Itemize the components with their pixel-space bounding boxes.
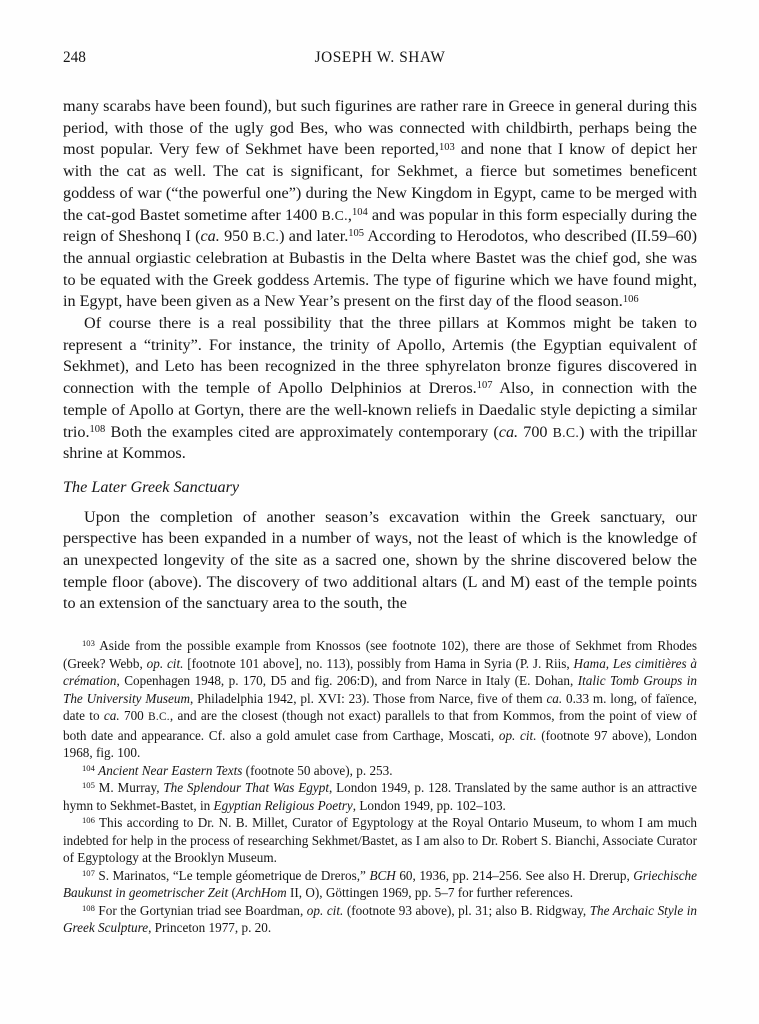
text-run: Both the examples cited are approximately contemporary (: [105, 422, 499, 441]
text-run: B.C.: [552, 424, 580, 440]
footnote-107: [63, 867, 697, 902]
footnote-marker: 106: [622, 293, 639, 305]
text-run: This according to Dr. N. B. Millet, Curator of Egyptology at the Royal Ontario Museum, to whom I am much indebted for help in the process of researching Sekhmet/Bastet, as I am also to Dr. Robert S. Bianchi, Associate Curator of Egyptology at the Brooklyn Museum.: [63, 815, 697, 866]
text-run: 0.33 m. long, of faïence, date to: [63, 690, 697, 724]
footnote-marker: 107: [82, 867, 95, 878]
footnotes-section: [63, 637, 697, 937]
page-header: [63, 48, 697, 68]
text-run: , Princeton 1977, p. 20.: [148, 920, 272, 936]
text-run: op. cit.: [306, 902, 344, 918]
text-run: B.C.: [148, 711, 170, 724]
text-run: (footnote 93 above), pl. 31; also B. Ridgway,: [343, 902, 590, 918]
footnote-marker: 108: [89, 423, 106, 435]
article-body: [63, 96, 697, 615]
text-run: [footnote 101 above], no. 113), possibly from Hama in Syria (P. J. Riis,: [183, 655, 574, 671]
footnote-marker: 107: [476, 380, 493, 392]
text-run: S. Marinatos, “Le temple géometrique de Dreros,”: [94, 867, 370, 883]
text-run: many scarabs have been found), but such figurines are rather rare in Greece in general during this period, with those of the ugly god Bes, who was connected with childbirth, perhaps being the most popular. Very few of Sekhmet have been reported,: [63, 97, 697, 159]
text-run: (: [228, 885, 236, 901]
text-run: and was popular in this form especially during the reign of Sheshonq I (: [63, 205, 697, 246]
page-number: 248: [63, 49, 86, 66]
text-run: II, O), Göttingen 1969, pp. 5–7 for further references.: [286, 885, 574, 901]
text-run: Egyptian Religious Poetry: [213, 797, 353, 813]
text-run: Hama, Les cimitières à crémation: [63, 655, 697, 689]
text-run: ArchHom: [235, 885, 287, 901]
text-run: Aside from the possible example from Knossos (see footnote 102), there are those of Sekhmet from Rhodes (Greek? Webb,: [63, 638, 697, 671]
text-run: op. cit.: [498, 727, 537, 743]
text-run: , London 1949, pp. 102–103.: [352, 797, 506, 813]
text-run: According to Herodotos, who described (II.59–60) the annual orgiastic celebration at Bubastis in the Delta where Bastet was the chief god, she was to be equated with the Greek goddess Artemis. The type of figurine which we have found might, in Egypt, have been given as a New Year’s present on the first day of the flood season.: [63, 227, 698, 311]
text-run: ca.: [103, 708, 120, 724]
text-run: ) with the tripillar shrine at Kommos.: [63, 422, 698, 463]
body-paragraph: [63, 507, 697, 616]
body-paragraph: [63, 96, 697, 313]
text-run: (footnote 97 above), London 1968, fig. 100.: [63, 727, 697, 761]
footnote-marker: 108: [82, 902, 95, 913]
text-run: BCH: [369, 867, 396, 883]
footnote-marker: 103: [82, 638, 95, 649]
text-run: 700: [119, 708, 149, 724]
text-run: Italic Tomb Groups in The University Museum: [63, 673, 697, 706]
body-paragraph: [63, 313, 697, 465]
text-run: (footnote 50 above), p. 253.: [242, 762, 393, 778]
text-run: The Archaic Style in Greek Sculpture: [63, 902, 697, 936]
text-run: B.C.: [252, 229, 280, 245]
text-run: B.C.: [321, 207, 348, 223]
text-run: ca.: [498, 422, 519, 441]
footnote-104: [63, 762, 697, 780]
text-run: , Copenhagen 1948, p. 170, D5 and fig. 206:D), and from Narce in Italy (E. Dohan,: [116, 673, 578, 689]
text-run: op. cit.: [146, 655, 184, 671]
section-heading: The Later Greek Sanctuary: [63, 477, 240, 496]
footnote-marker: 104: [82, 762, 95, 773]
text-run: ) and later.: [279, 227, 349, 246]
text-run: Griechische Baukunst in geometrischer Zeit: [63, 867, 697, 901]
footnote-103: [63, 637, 697, 762]
text-run: Also, in connection with the temple of Apollo at Gortyn, there are the well-known reliefs in Daedalic style depicting a similar trio.: [63, 379, 697, 441]
footnote-marker: 105: [348, 228, 365, 240]
footnote-105: [63, 779, 697, 814]
text-run: , London 1949, p. 128. Translated by the same author is an attractive hymn to Sekhmet-Bastet, in: [63, 780, 697, 813]
text-run: M. Murray,: [94, 780, 164, 796]
text-run: Of course there is a real possibility that the three pillars at Kommos might be taken to represent a “trinity”. For instance, the trinity of Apollo, Artemis (the Egyptian equivalent of Sekhmet), and Leto has been recognized in the three sphyrelaton bronze figures discovered in connection with the temple of Apollo Delphinios at Dreros.: [63, 314, 697, 398]
text-run: ca.: [200, 227, 220, 246]
text-run: ,: [347, 205, 352, 224]
text-run: Ancient Near Eastern Texts: [98, 762, 243, 778]
text-run: 700: [518, 422, 553, 441]
text-run: , Philadelphia 1942, pl. XVI: 23). Those from Narce, five of them: [190, 690, 547, 706]
footnote-marker: 106: [82, 815, 95, 826]
text-run: For the Gortynian triad see Boardman,: [94, 902, 307, 918]
footnote-106: [63, 814, 697, 867]
text-run: The Splendour That Was Egypt: [163, 780, 329, 796]
footnote-108: [63, 902, 697, 937]
footnote-marker: 103: [438, 141, 455, 153]
text-run: 60, 1936, pp. 214–256. See also H. Drerup,: [395, 867, 634, 883]
text-run: ca.: [546, 690, 563, 706]
footnote-marker: 104: [351, 206, 368, 218]
text-run: Upon the completion of another season’s excavation within the Greek sanctuary, our perspective has been expanded in a number of ways, not the least of which is the knowledge of an unexpected longevity of the site as a sacred one, shown by the shrine discovered below the temple floor (above). The discovery of two additional altars (L and M) east of the temple points to an extension of the sanctuary area to the south, the: [63, 507, 697, 613]
text-run: , and are the closest (though not exact) parallels to that from Kommos, from the point of view of both date and appearance. Cf. also a gold amulet case from Carthage, Moscati,: [63, 708, 697, 743]
text-run: and none that I know of depict her with the cat as well. The cat is significant, for Sekhmet, a fierce but sometimes beneficent goddess of war (“the powerful one”) during the New Kingdom in Egypt, came to be merged with the cat-god Bastet sometime after 1400: [63, 140, 697, 224]
footnote-marker: 105: [82, 780, 95, 791]
text-run: 950: [219, 227, 253, 246]
running-head: JOSEPH W. SHAW: [314, 49, 446, 66]
